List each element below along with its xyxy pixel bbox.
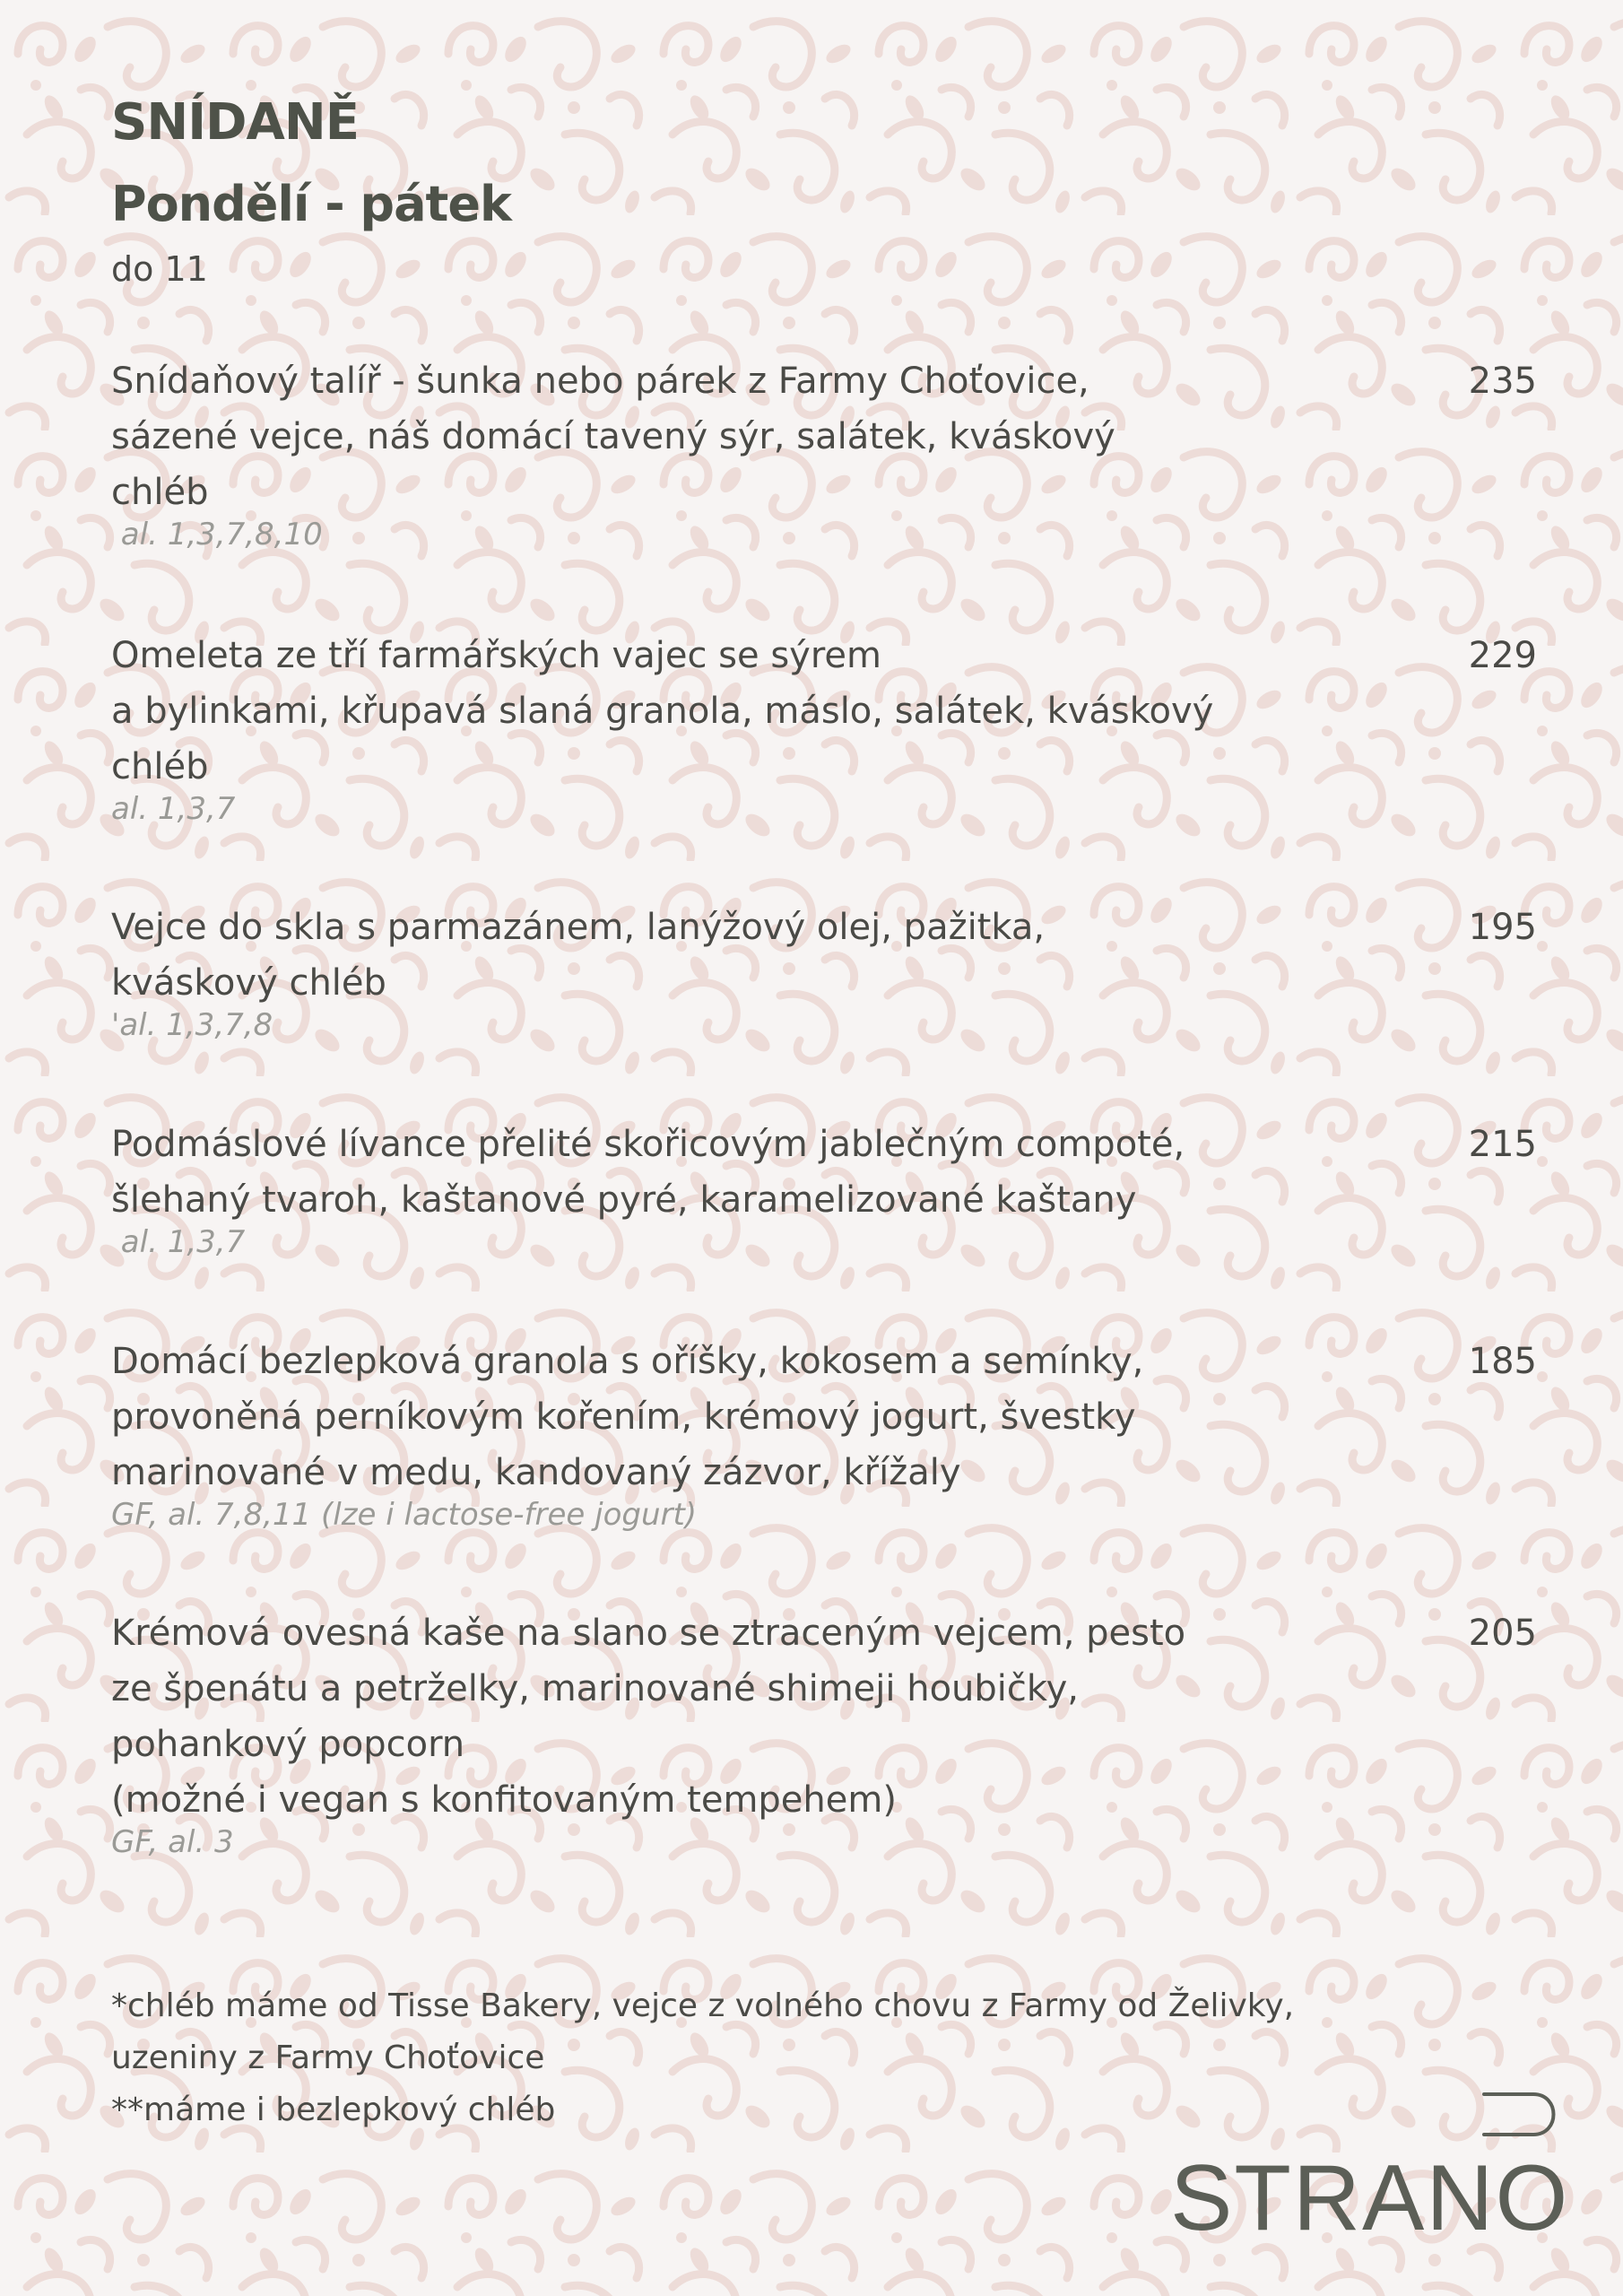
menu-item-price: 229: [1468, 635, 1537, 676]
menu-item-allergens: al. 1,3,7: [111, 791, 236, 827]
menu-item-price: 235: [1468, 361, 1537, 402]
menu-subtitle: Pondělí - pátek: [111, 176, 511, 232]
serving-hours: do 11: [111, 249, 208, 289]
menu-item-description: Vejce do skla s parmazánem, lanýžový olej, pažitka, kváskový chléb: [111, 907, 1046, 1004]
menu-item-price: 205: [1468, 1613, 1537, 1654]
menu-item-allergens: al. 1,3,7: [111, 1224, 246, 1260]
menu-item: [111, 1334, 1537, 1535]
footnote-line: uzeniny z Farmy Choťovice: [111, 2039, 545, 2076]
menu-title: SNÍDANĚ: [111, 93, 359, 152]
menu-item: [111, 900, 1537, 1045]
menu-item-price: 195: [1468, 907, 1537, 948]
logo-mark-icon: [1484, 2094, 1554, 2135]
menu-item-description: Snídaňový talíř - šunka nebo párek z Farmy Choťovice, sázené vejce, náš domácí tavený sýr, salátek, kváskový chléb: [111, 361, 1115, 513]
menu-item-allergens: 'al. 1,3,7,8: [111, 1007, 273, 1043]
logo-text: STRANO: [1170, 2146, 1569, 2242]
footnote-line: *chléb máme od Tisse Bakery, vejce z volného chovu z Farmy od Želivky,: [111, 1987, 1295, 2024]
menu-item-price: 215: [1468, 1124, 1537, 1165]
menu-item-allergens: GF, al. 3: [111, 1824, 234, 1860]
menu-item: [111, 353, 1537, 554]
menu-item-description: Omeleta ze tří farmářských vajec se sýrem a bylinkami, křupavá slaná granola, máslo, salátek, kváskový chléb: [111, 635, 1214, 787]
menu-item-description: Domácí bezlepková granola s oříšky, kokosem a semínky, provoněná perníkovým kořením, krémový jogurt, švestky marinované v medu, kandovaný zázvor, křížaly: [111, 1341, 1144, 1493]
menu-item-description: Podmáslové lívance přelité skořicovým jablečným compoté, šlehaný tvaroh, kaštanové pyré, karamelizované kaštany: [111, 1124, 1185, 1221]
strano-logo: [1166, 2081, 1569, 2242]
menu-item: [111, 1605, 1537, 1862]
menu-item-description: Krémová ovesná kaše na slano se ztraceným vejcem, pesto ze špenátu a petrželky, marinované shimeji houbičky, pohankový popcorn (možné i vegan s konfitovaným tempehem): [111, 1613, 1186, 1821]
footnote-line: **máme i bezlepkový chléb: [111, 2092, 556, 2128]
menu-item: [111, 1117, 1537, 1262]
menu-item-allergens: al. 1,3,7,8,10: [111, 517, 323, 552]
menu-item: [111, 628, 1537, 829]
menu-item-allergens: GF, al. 7,8,11 (lze i lactose-free jogurt): [111, 1497, 698, 1533]
menu-item-price: 185: [1468, 1341, 1537, 1382]
